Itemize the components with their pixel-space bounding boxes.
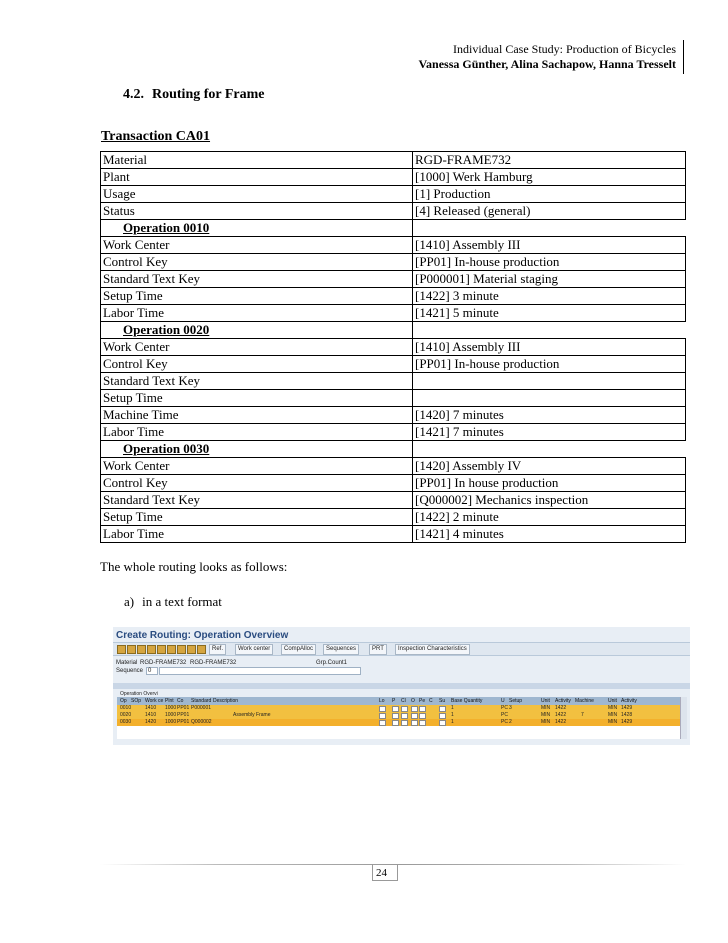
operation-blank bbox=[413, 322, 686, 339]
sap-column-header[interactable]: P bbox=[392, 698, 396, 704]
sap-cell-unit[interactable]: MIN bbox=[541, 705, 551, 711]
row-key: Setup Time bbox=[101, 288, 413, 305]
row-value: [1410] Assembly III bbox=[413, 237, 686, 254]
sap-column-header[interactable]: Lo bbox=[379, 698, 385, 704]
sap-material-label: Material bbox=[116, 660, 138, 666]
sap-cell-unit2[interactable]: MIN bbox=[608, 705, 618, 711]
sap-toolbar-icon[interactable] bbox=[127, 645, 136, 654]
row-key: Control Key bbox=[101, 254, 413, 271]
table-row bbox=[101, 492, 686, 509]
row-value: [1422] 3 minute bbox=[413, 288, 686, 305]
sap-toolbar-icon[interactable] bbox=[187, 645, 196, 654]
sap-toolbar-icon[interactable] bbox=[197, 645, 206, 654]
table-row bbox=[101, 356, 686, 373]
sap-divider bbox=[113, 683, 690, 689]
table-row bbox=[101, 254, 686, 271]
sap-cell-wc[interactable]: 1410 bbox=[145, 705, 157, 711]
sap-scrollbar[interactable] bbox=[680, 697, 687, 739]
transaction-heading: Transaction CA01 bbox=[101, 129, 211, 144]
sap-column-header[interactable]: Standard bbox=[191, 698, 212, 704]
row-value: [1420] Assembly IV bbox=[413, 458, 686, 475]
row-key: Work Center bbox=[101, 237, 413, 254]
sap-toolbar bbox=[113, 642, 690, 656]
sap-cell-wc[interactable]: 1420 bbox=[145, 719, 157, 725]
operation-blank bbox=[413, 441, 686, 458]
sap-column-header[interactable]: Activity bbox=[555, 698, 571, 704]
sap-cell-act[interactable]: 1422 bbox=[555, 719, 567, 725]
sap-cell-u[interactable]: PC bbox=[501, 712, 508, 718]
table-row bbox=[101, 288, 686, 305]
row-key: Plant bbox=[101, 169, 413, 186]
sap-cell-setup[interactable]: 3 bbox=[509, 705, 512, 711]
sap-cell-plnt[interactable]: 1000 bbox=[165, 719, 177, 725]
row-key: Labor Time bbox=[101, 305, 413, 322]
page-header bbox=[418, 42, 676, 72]
table-row bbox=[101, 152, 686, 169]
header-line2: Vanessa Günther, Alina Sachapow, Hanna Tresselt bbox=[418, 57, 676, 71]
sap-column-header[interactable]: Description bbox=[213, 698, 239, 704]
table-row bbox=[101, 407, 686, 424]
table-row bbox=[101, 237, 686, 254]
sap-column-header[interactable]: Cl bbox=[401, 698, 406, 704]
sap-sequences-button[interactable]: Sequences bbox=[323, 644, 359, 655]
sap-ref-button[interactable]: Ref. bbox=[209, 644, 226, 655]
row-value: [PP01] In-house production bbox=[413, 254, 686, 271]
row-key: Labor Time bbox=[101, 526, 413, 543]
sap-cell-desc[interactable]: Assembly Frame bbox=[233, 712, 271, 718]
sap-cell-std[interactable]: P000001 bbox=[191, 705, 212, 711]
routing-table bbox=[100, 151, 686, 543]
sap-cell-setup[interactable]: 2 bbox=[509, 719, 512, 725]
sap-column-header[interactable]: Su bbox=[439, 698, 446, 704]
table-row bbox=[101, 186, 686, 203]
row-key: Standard Text Key bbox=[101, 492, 413, 509]
operation-header-row bbox=[101, 441, 686, 458]
sap-column-header[interactable]: Co bbox=[177, 698, 184, 704]
sap-column-header[interactable]: Work ce bbox=[145, 698, 164, 704]
sap-cell-act2[interactable]: 1429 bbox=[621, 705, 633, 711]
row-value: [1000] Werk Hamburg bbox=[413, 169, 686, 186]
sap-toolbar-icon[interactable] bbox=[147, 645, 156, 654]
sap-cell-wc[interactable]: 1410 bbox=[145, 712, 157, 718]
header-rule bbox=[683, 40, 684, 74]
sap-compalloc-button[interactable]: CompAlloc bbox=[281, 644, 316, 655]
row-value: [PP01] In house production bbox=[413, 475, 686, 492]
row-value: [1420] 7 minutes bbox=[413, 407, 686, 424]
sap-cell-op[interactable]: 0030 bbox=[120, 719, 132, 725]
sap-cell-co[interactable]: PP01 bbox=[177, 712, 190, 718]
sap-inspection-button[interactable]: Inspection Characteristics bbox=[395, 644, 470, 655]
operation-blank bbox=[413, 220, 686, 237]
row-value: RGD-FRAME732 bbox=[413, 152, 686, 169]
row-key: Status bbox=[101, 203, 413, 220]
sap-toolbar-icon[interactable] bbox=[137, 645, 146, 654]
sap-cell-act[interactable]: 1422 bbox=[555, 712, 567, 718]
sap-column-header[interactable]: SOp bbox=[131, 698, 142, 704]
table-row bbox=[101, 509, 686, 526]
operation-header-row bbox=[101, 220, 686, 237]
row-value: [1421] 5 minute bbox=[413, 305, 686, 322]
operation-title: Operation 0020 bbox=[101, 322, 413, 339]
row-key: Standard Text Key bbox=[101, 373, 413, 390]
row-value: [4] Released (general) bbox=[413, 203, 686, 220]
sap-column-header[interactable]: Machine bbox=[575, 698, 594, 704]
row-value bbox=[413, 390, 686, 407]
sap-cell-base[interactable]: 1 bbox=[451, 719, 454, 725]
operation-header-row bbox=[101, 322, 686, 339]
row-key: Standard Text Key bbox=[101, 271, 413, 288]
sap-cell-op[interactable]: 0010 bbox=[120, 705, 132, 711]
sap-cell-plnt[interactable]: 1000 bbox=[165, 705, 177, 711]
sap-column-header[interactable]: Base Quantity bbox=[451, 698, 483, 704]
sap-cell-plnt[interactable]: 1000 bbox=[165, 712, 177, 718]
header-line1: Individual Case Study: Production of Bicycles bbox=[453, 42, 676, 56]
row-key: Setup Time bbox=[101, 390, 413, 407]
row-key: Material bbox=[101, 152, 413, 169]
row-value: [Q000002] Mechanics inspection bbox=[413, 492, 686, 509]
sap-column-header[interactable]: O bbox=[411, 698, 415, 704]
sap-grid-row[interactable] bbox=[117, 719, 687, 726]
list-item-text: in a text format bbox=[142, 594, 222, 609]
section-number: 4.2. bbox=[123, 87, 144, 102]
sap-grid-row[interactable] bbox=[117, 712, 687, 719]
list-item-label: a) bbox=[124, 594, 135, 609]
table-row bbox=[101, 526, 686, 543]
sap-cell-co[interactable]: PP01 bbox=[177, 719, 190, 725]
table-row bbox=[101, 373, 686, 390]
row-key: Setup Time bbox=[101, 509, 413, 526]
sap-toolbar-icon[interactable] bbox=[117, 645, 126, 654]
sap-cell-act2[interactable]: 1429 bbox=[621, 719, 633, 725]
sap-sequence-desc-input[interactable] bbox=[159, 667, 361, 675]
sap-column-header[interactable]: Unit bbox=[541, 698, 550, 704]
sap-cell-std[interactable]: Q000002 bbox=[191, 719, 212, 725]
sap-cell-co[interactable]: PP01 bbox=[177, 705, 190, 711]
sap-cell-base[interactable]: 1 bbox=[451, 705, 454, 711]
sap-toolbar-icon[interactable] bbox=[177, 645, 186, 654]
row-value bbox=[413, 373, 686, 390]
row-value: [1422] 2 minute bbox=[413, 509, 686, 526]
sap-workcenter-button[interactable]: Work center bbox=[235, 644, 273, 655]
row-key: Labor Time bbox=[101, 424, 413, 441]
sap-column-header[interactable]: Pe bbox=[419, 698, 426, 704]
row-key: Machine Time bbox=[101, 407, 413, 424]
list-item-a bbox=[124, 594, 222, 610]
sap-toolbar-icon[interactable] bbox=[167, 645, 176, 654]
sap-toolbar-icon[interactable] bbox=[157, 645, 166, 654]
row-value: [PP01] In-house production bbox=[413, 356, 686, 373]
sap-cell-act[interactable]: 1422 bbox=[555, 705, 567, 711]
sap-grid-row[interactable] bbox=[117, 705, 687, 712]
sap-material-value: RGD-FRAME732 bbox=[140, 660, 187, 666]
row-key: Control Key bbox=[101, 475, 413, 492]
sap-cell-op[interactable]: 0020 bbox=[120, 712, 132, 718]
table-row bbox=[101, 390, 686, 407]
sap-column-header[interactable]: Plnt bbox=[165, 698, 174, 704]
sap-column-header[interactable]: U bbox=[501, 698, 505, 704]
row-key: Usage bbox=[101, 186, 413, 203]
table-row bbox=[101, 271, 686, 288]
sap-operation-grid bbox=[117, 697, 687, 739]
row-value: [1421] 4 minutes bbox=[413, 526, 686, 543]
sap-cell-u[interactable]: PC bbox=[501, 705, 508, 711]
sap-cell-unit[interactable]: MIN bbox=[541, 719, 551, 725]
sap-cell-unit2[interactable]: MIN bbox=[608, 719, 618, 725]
sap-cell-act2[interactable]: 1428 bbox=[621, 712, 633, 718]
sap-cell-u[interactable]: PC bbox=[501, 719, 508, 725]
sap-cell-base[interactable]: 1 bbox=[451, 712, 454, 718]
table-row bbox=[101, 339, 686, 356]
section-title-text: Routing for Frame bbox=[152, 87, 265, 102]
operation-title: Operation 0010 bbox=[101, 220, 413, 237]
row-key: Work Center bbox=[101, 458, 413, 475]
sap-grid-empty bbox=[117, 726, 687, 739]
sap-panel-title: Operation Overvi bbox=[120, 691, 158, 697]
row-value: [1] Production bbox=[413, 186, 686, 203]
intro-text: The whole routing looks as follows: bbox=[100, 559, 288, 574]
sap-material-desc: RGD-FRAME732 bbox=[190, 660, 237, 666]
sap-cell-unit[interactable]: MIN bbox=[541, 712, 551, 718]
sap-cell-unit2[interactable]: MIN bbox=[608, 712, 618, 718]
operation-title: Operation 0030 bbox=[101, 441, 413, 458]
sap-column-header[interactable]: C bbox=[429, 698, 433, 704]
sap-sequence-label: Sequence bbox=[116, 668, 144, 674]
sap-prt-button[interactable]: PRT bbox=[369, 644, 387, 655]
table-row bbox=[101, 203, 686, 220]
sap-title: Create Routing: Operation Overview bbox=[116, 630, 289, 641]
sap-sequence-value: 0 bbox=[148, 668, 152, 674]
row-value: [1410] Assembly III bbox=[413, 339, 686, 356]
sap-screenshot bbox=[113, 627, 690, 745]
table-row bbox=[101, 424, 686, 441]
row-value: [P000001] Material staging bbox=[413, 271, 686, 288]
table-row bbox=[101, 458, 686, 475]
page-number: 24 bbox=[376, 867, 387, 879]
row-value: [1421] 7 minutes bbox=[413, 424, 686, 441]
section-title bbox=[123, 87, 265, 103]
row-key: Control Key bbox=[101, 356, 413, 373]
sap-column-header[interactable]: Setup bbox=[509, 698, 523, 704]
sap-column-header[interactable]: Op bbox=[120, 698, 127, 704]
table-row bbox=[101, 305, 686, 322]
row-key: Work Center bbox=[101, 339, 413, 356]
sap-grid-header bbox=[117, 697, 687, 705]
sap-cell-mach[interactable]: 7 bbox=[581, 712, 584, 718]
sap-group-counter: Grp.Count1 bbox=[316, 660, 348, 666]
sap-column-header[interactable]: Activity bbox=[621, 698, 637, 704]
table-row bbox=[101, 475, 686, 492]
table-row bbox=[101, 169, 686, 186]
sap-column-header[interactable]: Unit bbox=[608, 698, 617, 704]
